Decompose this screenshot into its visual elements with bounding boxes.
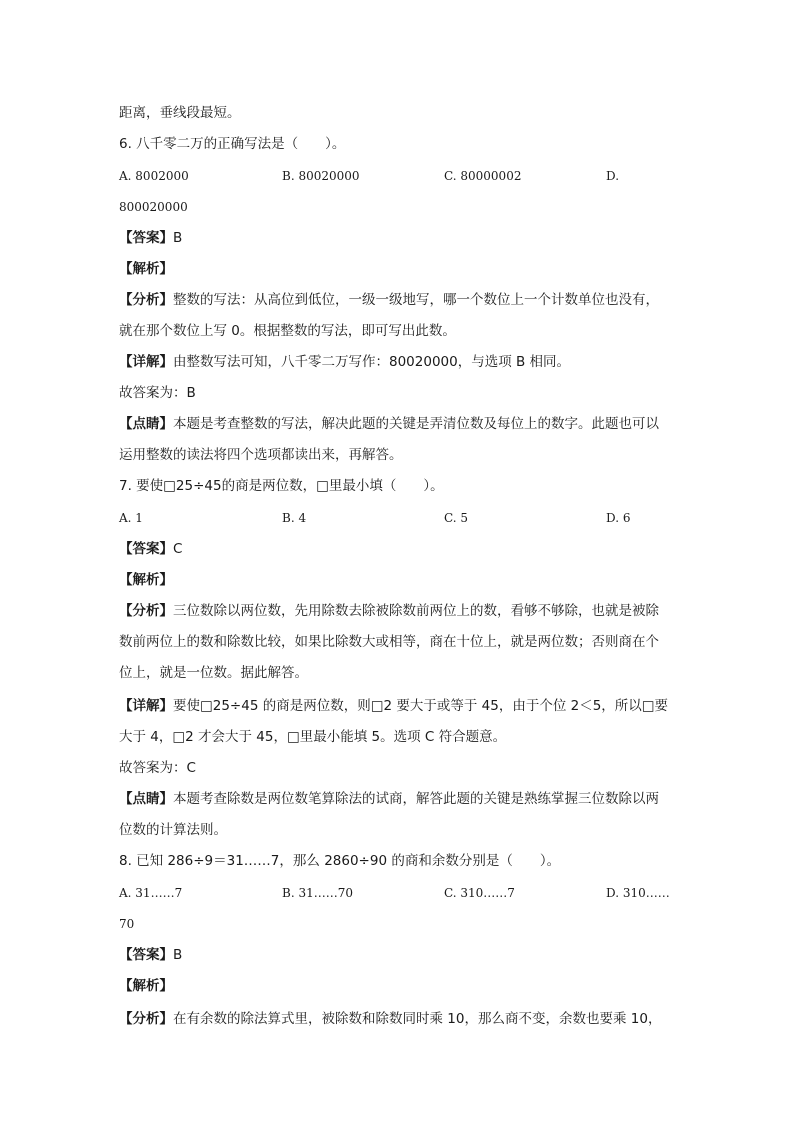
final-answer: 故答案为：B — [119, 385, 196, 401]
dianjing-line — [119, 414, 676, 434]
fenxi-line — [119, 1009, 676, 1029]
question-6-stem: 6. 八千零二万的正确写法是（ ）。 — [119, 136, 346, 152]
fenxi-line — [119, 601, 676, 621]
option-d: D. 310…… — [606, 886, 670, 900]
option-c: C. 80000002 — [444, 169, 522, 183]
xiangjie-tag: 【详解】 — [119, 354, 173, 370]
dianjing-text: 本题考查除数是两位数笔算除法的试商，解答此题的关键是熟练掌握三位数除以两 — [173, 791, 659, 807]
fenxi-tag: 【分析】 — [119, 292, 173, 308]
answer-tag: 【答案】 — [119, 230, 173, 246]
dianjing-text: 运用整数的读法将四个选项都读出来，再解答。 — [119, 447, 403, 463]
option-d: D. — [606, 169, 620, 183]
option-a: A. 31……7 — [119, 886, 183, 900]
answer-value: C — [173, 541, 183, 557]
fenxi-text: 整数的写法：从高位到低位，一级一级地写，哪一个数位上一个计数单位也没有， — [173, 292, 659, 308]
xiangjie-text: 大于 4，□2 才会大于 45，□里最小能填 5。选项 C 符合题意。 — [119, 729, 507, 745]
option-c: C. 310……7 — [444, 886, 515, 900]
fenxi-tag: 【分析】 — [119, 1011, 173, 1027]
fenxi-text: 位上，就是一位数。据此解答。 — [119, 665, 308, 681]
final-answer: 故答案为：C — [119, 760, 196, 776]
question-7-stem: 7. 要使□25÷45的商是两位数，□里最小填（ ）。 — [119, 478, 444, 494]
answer-line — [119, 945, 676, 965]
question-6-options — [119, 166, 676, 186]
dianjing-tag: 【点睛】 — [119, 416, 173, 432]
question-8-options — [119, 883, 676, 903]
answer-line — [119, 539, 676, 559]
analysis-tag: 【解析】 — [119, 261, 173, 277]
fenxi-text: 三位数除以两位数，先用除数去除被除数前两位上的数，看够不够除，也就是被除 — [173, 603, 659, 619]
question-8-stem: 8. 已知 286÷9＝31……7，那么 2860÷90 的商和余数分别是（ ）。 — [119, 853, 561, 869]
fenxi-tag: 【分析】 — [119, 603, 173, 619]
option-b: B. 31……70 — [282, 886, 353, 900]
dianjing-tag: 【点睛】 — [119, 791, 173, 807]
fenxi-text: 数前两位上的数和除数比较，如果比除数大或相等，商在十位上，就是两位数；否则商在个 — [119, 634, 659, 650]
xiangjie-text: 要使□25÷45 的商是两位数，则□2 要大于或等于 45，由于个位 2＜5，所以□要 — [173, 698, 669, 714]
option-a: A. 1 — [119, 511, 143, 525]
answer-tag: 【答案】 — [119, 541, 173, 557]
question-7-options — [119, 508, 676, 528]
option-a: A. 8002000 — [119, 169, 189, 183]
xiangjie-line — [119, 352, 676, 372]
option-b: B. 80020000 — [282, 169, 360, 183]
answer-value: B — [173, 947, 183, 963]
xiangjie-line — [119, 696, 676, 716]
xiangjie-tag: 【详解】 — [119, 698, 173, 714]
answer-value: B — [173, 230, 183, 246]
answer-line — [119, 228, 676, 248]
option-d-continued: 70 — [119, 917, 135, 931]
fenxi-text: 在有余数的除法算式里，被除数和除数同时乘 10，那么商不变，余数也要乘 10， — [173, 1011, 662, 1027]
option-c: C. 5 — [444, 511, 469, 525]
xiangjie-text: 由整数写法可知，八千零二万写作：80020000，与选项 B 相同。 — [173, 354, 571, 370]
fenxi-text: 就在那个数位上写 0。根据整数的写法，即可写出此数。 — [119, 323, 456, 339]
option-b: B. 4 — [282, 511, 307, 525]
fenxi-line — [119, 290, 676, 310]
dianjing-text: 本题是考查整数的写法，解决此题的关键是弄清位数及每位上的数字。此题也可以 — [173, 416, 659, 432]
answer-tag: 【答案】 — [119, 947, 173, 963]
analysis-tag: 【解析】 — [119, 978, 173, 994]
option-d-continued: 800020000 — [119, 200, 188, 214]
text-line: 距离，垂线段最短。 — [119, 105, 241, 121]
analysis-tag: 【解析】 — [119, 572, 173, 588]
option-d: D. 6 — [606, 511, 631, 525]
dianjing-line — [119, 789, 676, 809]
dianjing-text: 位数的计算法则。 — [119, 822, 227, 838]
